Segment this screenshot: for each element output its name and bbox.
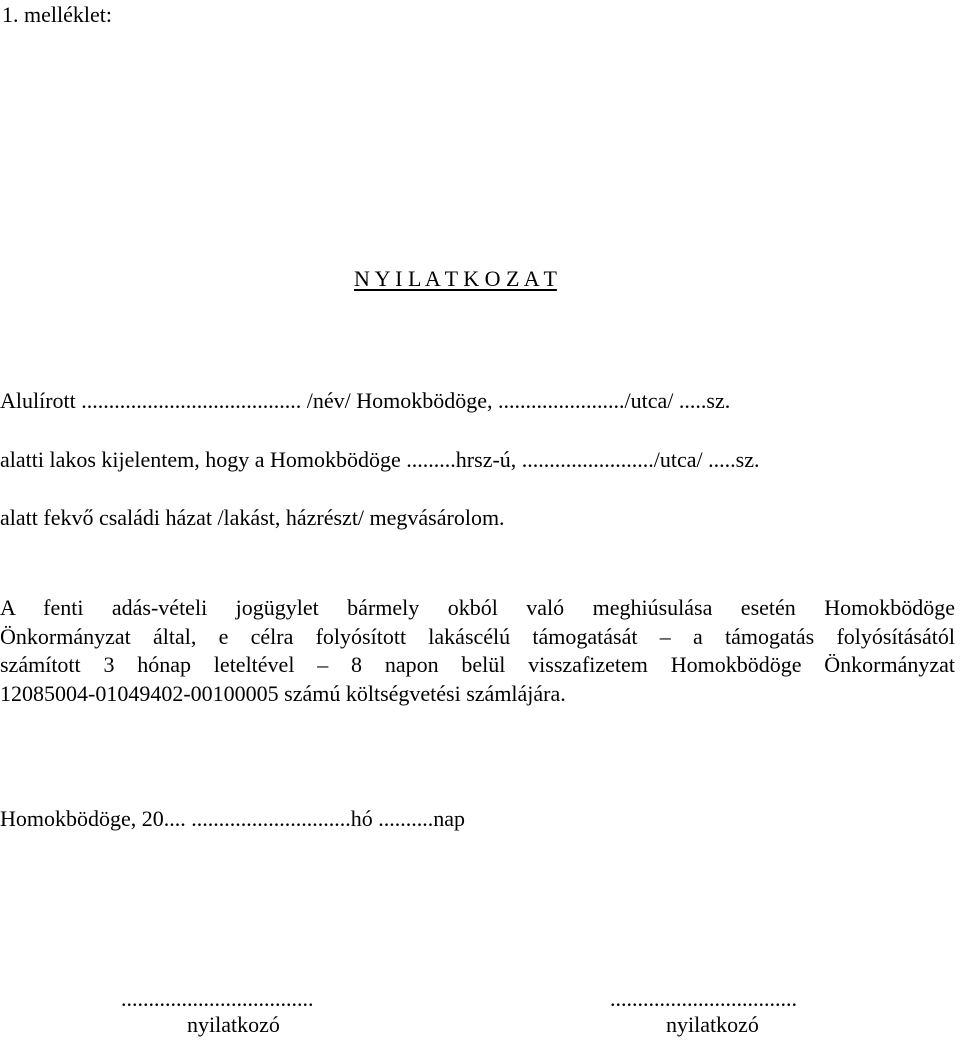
declaration-line-1: Alulírott ........................................ /név/ Homokbödöge, ......................./utca/ .....sz. [0, 388, 731, 413]
attachment-header: 1. melléklet: [2, 2, 112, 27]
paragraph-line-1: A fenti adás-vételi jogügylet bármely okból való meghiúsulása esetén Homokbödöge [0, 595, 955, 620]
signature-2-line: .................................. [610, 986, 797, 1011]
obligation-paragraph [0, 594, 955, 708]
paragraph-line-4: 12085004-01049402-00100005 számú költségvetési számlájára. [0, 680, 566, 706]
document-title: N Y I L A T K O Z A T [354, 266, 557, 291]
declaration-line-3: alatt fekvő családi házat /lakást, házrészt/ megvásárolom. [0, 505, 505, 530]
signature-1-label: nyilatkozó [187, 1012, 280, 1037]
paragraph-line-2: Önkormányzat által, e célra folyósított lakáscélú támogatását – a támogatás folyósításától [0, 623, 955, 649]
declaration-line-2: alatti lakos kijelentem, hogy a Homokbödöge .........hrsz-ú, ......................../utca/ .....sz. [0, 447, 760, 472]
place-date-line: Homokbödöge, 20.... .............................hó ..........nap [0, 806, 466, 831]
paragraph-line-3: számított 3 hónap leteltével – 8 napon belül visszafizetem Homokbödöge Önkormányzat [0, 652, 955, 677]
signature-2-label: nyilatkozó [666, 1012, 759, 1037]
signature-1-line: ................................... [121, 986, 314, 1011]
